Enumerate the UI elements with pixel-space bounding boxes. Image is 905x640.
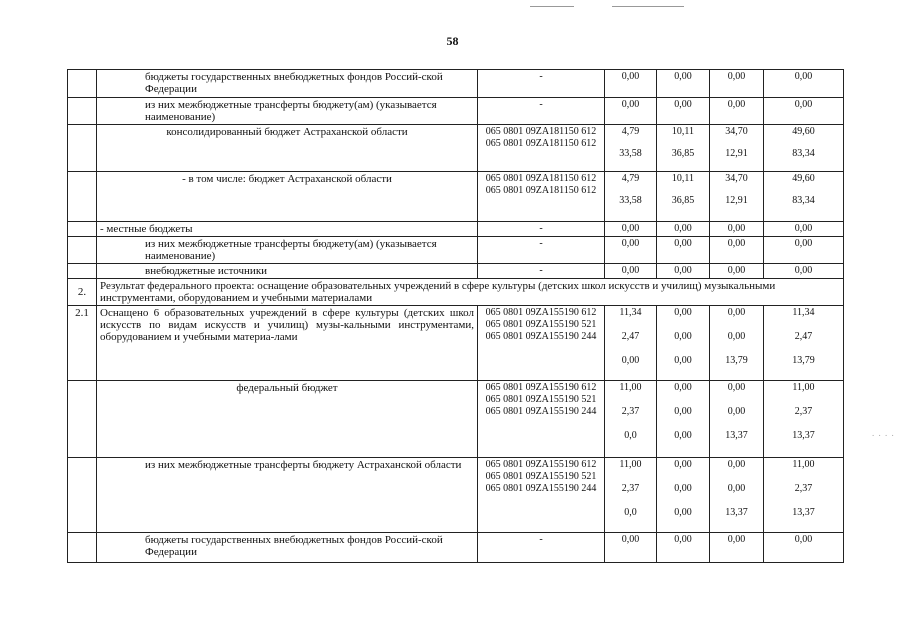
value-cell-4 [764,237,844,264]
amount-value: 0,00 [621,71,640,82]
amount-value: 0,0 [624,507,637,518]
amount-value: 13,37 [792,430,815,441]
value-cell-4 [764,222,844,237]
amount-value: 0,00 [674,459,692,470]
amount-value: 0,00 [674,71,692,82]
amount-value: 0,00 [621,238,640,249]
amount-value: 0,00 [621,265,640,276]
table-row [68,381,844,458]
amount-value: 0,0 [624,430,637,441]
amount-value: 13,37 [725,430,748,441]
budget-code: 065 0801 09ZA155190 244 [485,406,597,417]
budget-code-cell [478,381,605,458]
value-cell-2 [657,172,710,222]
table-row [68,237,844,264]
row-label: - в том числе: бюджет Астраханской области [97,172,478,222]
value-cell-3 [710,98,764,125]
table-row [68,264,844,279]
amount-value: 10,11 [671,126,695,137]
amount-value: 2,37 [621,483,640,494]
value-cell-2 [657,381,710,458]
budget-code-cell [478,98,605,125]
row-label: консолидированный бюджет Астраханской области [97,125,478,172]
table-row [68,222,844,237]
amount-value: 36,85 [671,195,695,206]
value-cell-2 [657,222,710,237]
amount-value: 2,37 [794,483,813,494]
amount-value: 36,85 [671,148,695,159]
budget-code: 065 0801 09ZA155190 521 [485,319,597,330]
row-label: бюджеты государственных внебюджетных фондов Россий-ской Федерации [97,533,478,563]
amount-value: 33,58 [619,195,642,206]
value-cell-2 [657,458,710,533]
amount-value: 0,00 [727,99,746,110]
amount-value: 0,00 [674,238,692,249]
value-cell-3 [710,70,764,98]
amount-value: 34,70 [725,173,748,184]
amount-value: 0,00 [727,331,746,342]
amount-value: 0,00 [794,265,813,276]
budget-code: 065 0801 09ZA181150 612 [485,185,597,196]
budget-code-cell [478,533,605,563]
amount-value: 11,00 [619,459,642,470]
table-row [68,172,844,222]
value-cell-3 [710,533,764,563]
amount-value: 0,00 [727,483,746,494]
amount-value: 0,00 [621,223,640,234]
amount-value: 11,34 [792,307,815,318]
amount-value: 0,00 [674,406,692,417]
value-cell-1 [605,381,657,458]
budget-code: 065 0801 09ZA155190 244 [485,331,597,342]
row-label: из них межбюджетные трансферты бюджету(ам) (указывается наименование) [97,98,478,125]
amount-value: 0,00 [794,534,813,545]
amount-value: 2,37 [621,406,640,417]
amount-value: 0,00 [674,223,692,234]
row-label: Результат федерального проекта: оснащение образовательных учреждений в сфере культуры (детских школ искусств и училищ) музыкальными инструментами, оборудованием и учебными материалами [97,279,844,306]
row-label: федеральный бюджет [97,381,478,458]
amount-value: 12,91 [725,195,748,206]
budget-code: - [539,265,543,276]
row-number [68,70,97,98]
budget-code: 065 0801 09ZA181150 612 [485,138,597,149]
scan-mark: . . . . [872,428,895,438]
amount-value: 0,00 [794,223,813,234]
value-cell-4 [764,264,844,279]
value-cell-1 [605,98,657,125]
value-cell-4 [764,125,844,172]
row-number [68,237,97,264]
amount-value: 11,00 [619,382,642,393]
budget-code-cell [478,70,605,98]
value-cell-3 [710,172,764,222]
budget-code: 065 0801 09ZA155190 244 [485,483,597,494]
row-number [68,98,97,125]
row-number [68,125,97,172]
budget-code: 065 0801 09ZA181150 612 [485,173,597,184]
amount-value: 13,37 [725,507,748,518]
amount-value: 0,00 [674,483,692,494]
amount-value: 0,00 [727,307,746,318]
value-cell-3 [710,458,764,533]
amount-value: 13,79 [792,355,815,366]
value-cell-4 [764,98,844,125]
value-cell-2 [657,264,710,279]
amount-value: 11,34 [619,307,642,318]
value-cell-3 [710,264,764,279]
amount-value: 13,79 [725,355,748,366]
header-rule [612,6,684,7]
table-row [68,458,844,533]
amount-value: 0,00 [727,459,746,470]
value-cell-3 [710,306,764,381]
value-cell-3 [710,237,764,264]
amount-value: 0,00 [794,238,813,249]
budget-code: - [539,223,543,234]
budget-code: 065 0801 09ZA155190 612 [485,459,597,470]
value-cell-1 [605,306,657,381]
budget-code-cell [478,237,605,264]
value-cell-1 [605,264,657,279]
amount-value: 0,00 [621,534,640,545]
budget-code-cell [478,125,605,172]
value-cell-4 [764,533,844,563]
amount-value: 0,00 [674,430,692,441]
row-label: из них межбюджетные трансферты бюджету Астраханской области [97,458,478,533]
value-cell-1 [605,172,657,222]
row-number: 2.1 [68,306,97,381]
budget-code-cell [478,458,605,533]
row-label: бюджеты государственных внебюджетных фондов Россий-ской Федерации [97,70,478,98]
value-cell-1 [605,458,657,533]
budget-code: 065 0801 09ZA155190 612 [485,382,597,393]
page-number: 58 [446,34,459,48]
amount-value: 0,00 [727,406,746,417]
amount-value: 0,00 [727,534,746,545]
value-cell-3 [710,381,764,458]
table-row [68,279,844,306]
amount-value: 11,00 [792,382,815,393]
amount-value: 49,60 [792,126,815,137]
row-number [68,381,97,458]
amount-value: 0,00 [727,382,746,393]
amount-value: 0,00 [727,238,746,249]
budget-code: - [539,71,543,82]
row-number [68,172,97,222]
table-row [68,125,844,172]
budget-code-cell [478,222,605,237]
row-number [68,458,97,533]
amount-value: 0,00 [674,507,692,518]
row-number [68,222,97,237]
value-cell-1 [605,222,657,237]
value-cell-3 [710,222,764,237]
row-label: из них межбюджетные трансферты бюджету(ам) (указывается наименование) [97,237,478,264]
amount-value: 2,47 [621,331,640,342]
amount-value: 0,00 [621,99,640,110]
amount-value: 2,47 [794,331,813,342]
budget-code: - [539,534,543,545]
amount-value: 0,00 [674,307,692,318]
row-label: Оснащено 6 образовательных учреждений в сфере культуры (детских школ искусств по видам искусств и училищ) музы-кальными инструментами, оборудованием и учебными материа-лами [97,306,478,381]
value-cell-1 [605,237,657,264]
amount-value: 0,00 [674,265,692,276]
value-cell-2 [657,125,710,172]
table-row [68,533,844,563]
amount-value: 12,91 [725,148,748,159]
amount-value: 0,00 [674,99,692,110]
amount-value: 49,60 [792,173,815,184]
table-row [68,70,844,98]
amount-value: 0,00 [727,265,746,276]
value-cell-3 [710,125,764,172]
amount-value: 10,11 [671,173,695,184]
value-cell-1 [605,70,657,98]
amount-value: 0,00 [674,534,692,545]
budget-code: 065 0801 09ZA155190 521 [485,471,597,482]
value-cell-2 [657,306,710,381]
budget-code-cell [478,264,605,279]
value-cell-2 [657,237,710,264]
row-number [68,264,97,279]
amount-value: 11,00 [792,459,815,470]
row-number: 2. [68,279,97,306]
value-cell-1 [605,533,657,563]
value-cell-2 [657,98,710,125]
budget-code: 065 0801 09ZA155190 521 [485,394,597,405]
row-label: - местные бюджеты [97,222,478,237]
value-cell-4 [764,172,844,222]
amount-value: 2,37 [794,406,813,417]
value-cell-4 [764,306,844,381]
amount-value: 33,58 [619,148,642,159]
budget-code-cell [478,172,605,222]
amount-value: 0,00 [794,71,813,82]
budget-code: - [539,99,543,110]
amount-value: 0,00 [674,331,692,342]
table-row [68,306,844,381]
amount-value: 83,34 [792,195,815,206]
amount-value: 83,34 [792,148,815,159]
amount-value: 0,00 [794,99,813,110]
value-cell-4 [764,458,844,533]
row-number [68,533,97,563]
amount-value: 4,79 [621,173,640,184]
amount-value: 0,00 [674,355,692,366]
amount-value: 0,00 [727,71,746,82]
value-cell-2 [657,70,710,98]
budget-code: 065 0801 09ZA181150 612 [485,126,597,137]
value-cell-4 [764,381,844,458]
table-row [68,98,844,125]
header-rule [530,6,574,7]
amount-value: 34,70 [725,126,748,137]
amount-value: 0,00 [621,355,640,366]
value-cell-4 [764,70,844,98]
budget-code-cell [478,306,605,381]
amount-value: 0,00 [727,223,746,234]
value-cell-2 [657,533,710,563]
amount-value: 4,79 [621,126,640,137]
value-cell-1 [605,125,657,172]
row-label: внебюджетные источники [97,264,478,279]
budget-code: - [539,238,543,249]
amount-value: 0,00 [674,382,692,393]
budget-code: 065 0801 09ZA155190 612 [485,307,597,318]
amount-value: 13,37 [792,507,815,518]
budget-table [67,69,844,563]
